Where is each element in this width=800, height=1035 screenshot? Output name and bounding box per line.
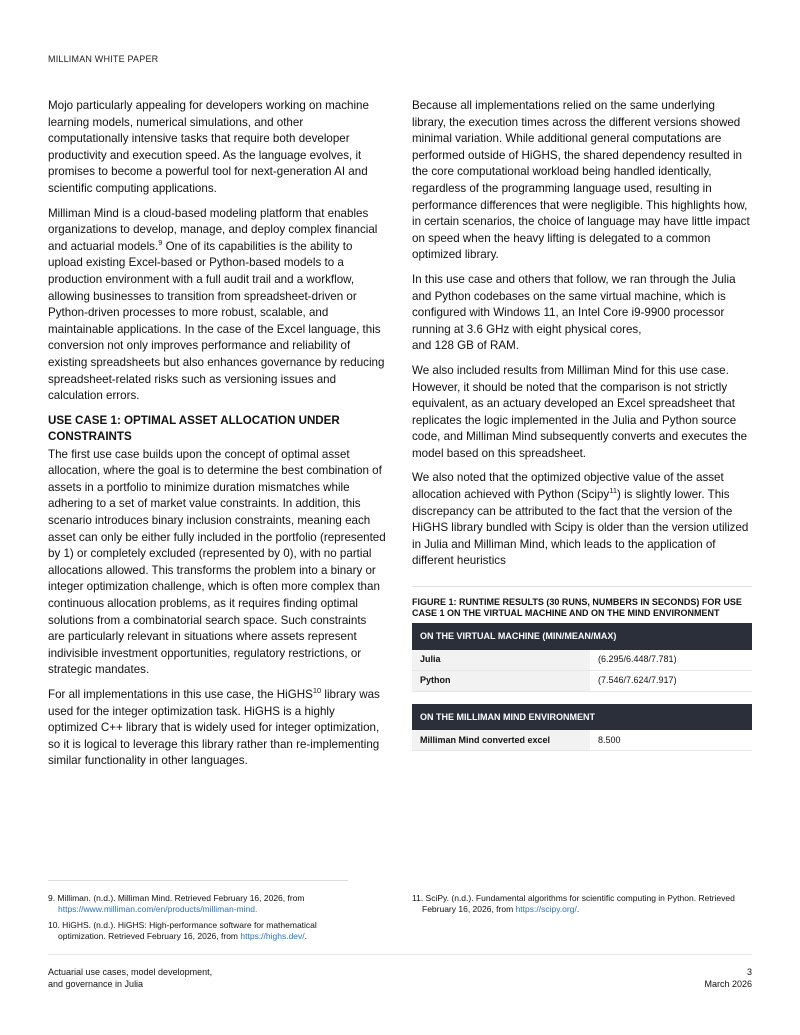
footer-meta: [704, 966, 752, 990]
paragraph: [48, 206, 386, 405]
table-section-header: ON THE MILLIMAN MIND ENVIRONMENT: [412, 704, 752, 731]
table-cell-label: Milliman Mind converted excel: [412, 730, 590, 750]
footnote-link[interactable]: https://scipy.org/: [515, 904, 577, 914]
footnote-ref-10[interactable]: 10: [312, 686, 322, 696]
table-cell-value: (7.546/7.624/7.917): [598, 675, 677, 686]
table-cell-value: 8.500: [598, 734, 621, 745]
paragraph-text: library was used for the integer optimization task. HiGHS is a highly optimized C++ library that is widely used for integer optimization, so it is logical to leverage this library rather than re-implementing similar functionality in other languages.: [48, 688, 380, 768]
paragraph: [48, 687, 386, 770]
footnote-text: 11. SciPy. (n.d.). Fundamental algorithms for scientific computing in Python. Retrieved February 16, 2026, from: [412, 893, 735, 914]
footer-divider: [48, 954, 752, 955]
footnote-link[interactable]: https://highs.dev/: [240, 931, 305, 941]
footnote-9: [48, 893, 348, 915]
document-header: MILLIMAN WHITE PAPER: [48, 54, 159, 64]
paragraph: [412, 470, 752, 570]
page-number: 3: [746, 967, 752, 977]
table-row: [412, 730, 752, 751]
table-row: [412, 650, 752, 671]
table-row: [412, 671, 752, 692]
table-cell-value: (6.295/6.448/7.781): [598, 654, 677, 665]
footnote-divider: [48, 880, 348, 881]
section-heading: USE CASE 1: OPTIMAL ASSET ALLOCATION UNDER CONSTRAINTS: [48, 413, 340, 443]
footnote-10: [48, 920, 348, 942]
footer-title-line: and governance in Julia: [48, 979, 144, 989]
table-section-header: ON THE VIRTUAL MACHINE (MIN/MEAN/MAX): [412, 623, 752, 650]
figure-title: FIGURE 1: RUNTIME RESULTS (30 RUNS, NUMBERS IN SECONDS) FOR USE CASE 1 ON THE VIRTUAL MACHINE AND ON THE MIND ENVIRONMENT: [412, 597, 742, 619]
footnotes-right: [412, 893, 752, 920]
footnote-text: 10. HiGHS. (n.d.). HiGHS: High-performance software for mathematical optimization. Retrieved February 16, 2026, from: [48, 920, 317, 941]
paragraph-text: For all implementations in this use case, the HiGHS: [48, 688, 313, 701]
paragraph-text: In this use case and others that follow, we ran through the Julia and Python codebases on the same virtual machine, which is configured with Windows 11, an Intel Core i9-9900 processor running at 3.6 GHz with eight physical cores,: [412, 272, 736, 336]
paragraph: We also included results from Milliman Mind for this use case. However, it should be noted that the comparison is not strictly equivalent, as an actuary developed an Excel spreadsheet that replicates the logic implemented in the Julia and Python source code, and Milliman Mind subsequently converts and executes the model based on this spreadsheet.: [412, 363, 748, 460]
paragraph-text: We also noted that the optimized objective value of the asset allocation achieved with Python (Scipy: [412, 471, 724, 502]
footer-title: [48, 966, 212, 990]
figure-divider: [412, 586, 752, 587]
footer-title-line: Actuarial use cases, model development,: [48, 967, 213, 977]
paragraph-text: One of its capabilities is the ability to upload existing Excel-based or Python-based models to a production environment with a full audit trail and a workflow, allowing businesses to transition from spreadsheet-driven or Python-driven processes to more robust, scalable, and maintainable applications. In the case of the Excel language, this conversion not only improves performance and reliability of existing spreadsheets but also enhances governance by reducing spreadsheet-related risks such as versioning issues and calculation errors.: [48, 239, 385, 403]
left-column: [48, 98, 386, 778]
footnote-text: 9. Milliman. (n.d.). Milliman Mind. Retrieved February 16, 2026, from: [48, 893, 305, 903]
footnote-period: .: [304, 931, 308, 941]
footnote-ref-9[interactable]: 9: [158, 237, 163, 247]
footnotes-left: [48, 893, 348, 947]
footnote-link[interactable]: https://www.milliman.com/en/products/milliman-mind.: [58, 904, 258, 914]
footnote-period: .: [576, 904, 580, 914]
footnote-ref-11[interactable]: 11: [609, 486, 617, 496]
paragraph-text: and 128 GB of RAM.: [412, 339, 519, 353]
table-cell-label: Python: [412, 671, 590, 691]
table-cell-label: Julia: [412, 650, 590, 670]
paragraph: The first use case builds upon the concept of optimal asset allocation, where the goal is to determine the best combination of assets in a portfolio to minimize duration mismatches while adhering to a set of market value constraints. In addition, this scenario introduces binary inclusion constraints, meaning each asset can only be either fully included in the portfolio (represented by 1) or completely excluded (represented by 0), with no partial allocations allowed. This transforms the problem into a binary or integer optimization challenge, which is often more complex than continuous allocation problems, as it requires finding optimal solutions from a combinatorial search space. Such constraints are particularly relevant in situations where assets represent indivisible investment opportunities, regulatory restrictions, or strategic mandates.: [48, 447, 386, 677]
paragraph: Because all implementations relied on the same underlying library, the execution times across the different versions showed minimal variation. While additional general computations are performed outside of HiGHS, the shared dependency resulted in the core computational workload being handled identically, regardless of the programming language used, resulting in performance differences that were negligible. This highlights how, in certain scenarios, the choice of language may have little impact on speed when the heavy lifting is delegated to a common optimized library.: [412, 99, 750, 262]
right-column: [412, 98, 752, 751]
paragraph-text: ) is slightly lower. This discrepancy can be attributed to the fact that the version of the HiGHS library bundled with Scipy is older than the version utilized in Julia and Milliman Mind, which leads to the application of different heuristics: [412, 488, 749, 568]
footnote-11: [412, 893, 752, 915]
paragraph: Mojo particularly appealing for developers working on machine learning models, numerical simulations, and other computationally intensive tasks that require both developer productivity and execution speed. As the language evolves, it promises to become a powerful tool for next-generation AI and scientific computing applications.: [48, 99, 369, 195]
paragraph: [412, 272, 752, 355]
publication-date: March 2026: [704, 979, 752, 989]
paragraph-text: Milliman Mind is a cloud-based modeling platform that enables organizations to develop, manage, and deploy complex financial and actuarial models.: [48, 206, 378, 253]
